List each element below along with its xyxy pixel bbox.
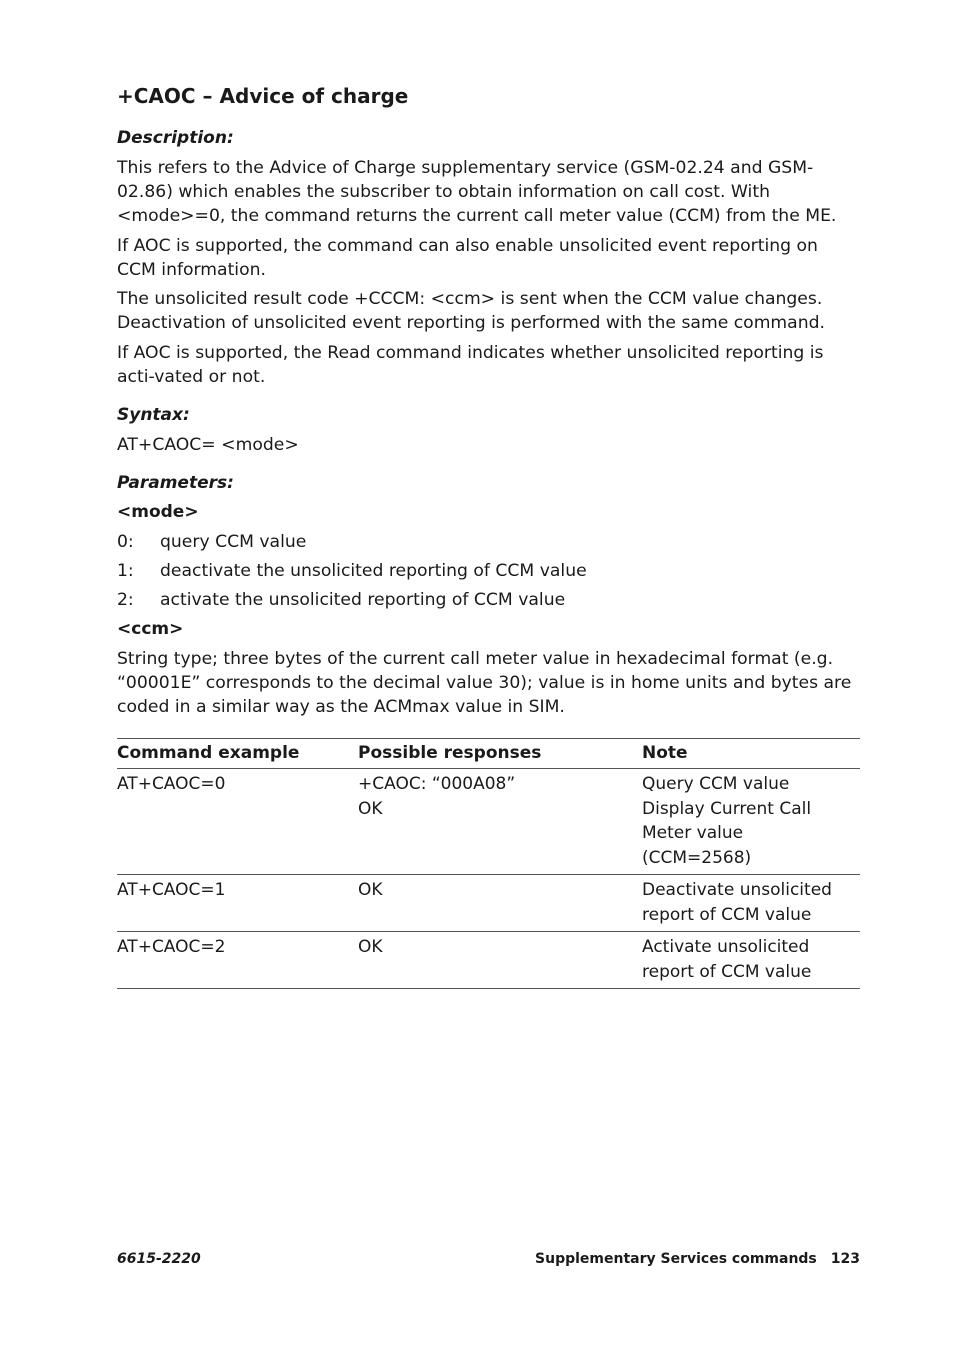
- note-cell: [642, 875, 860, 932]
- response-cell: [358, 875, 642, 932]
- note-line: Activate unsolicited report of CCM value: [642, 937, 812, 982]
- parameters-heading: Parameters:: [117, 473, 234, 493]
- page-number: 123: [830, 1251, 860, 1267]
- column-header-responses: Possible responses: [358, 739, 642, 769]
- description-paragraph-3: The unsolicited result code +CCCM: <ccm> is sent when the CCM value changes. Deactivation of unsolicited event reporting is performed with the same command.: [117, 289, 825, 333]
- response-line: OK: [358, 880, 383, 900]
- mode-option-text: deactivate the unsolicited reporting of CCM value: [160, 561, 587, 581]
- description-paragraph-1: This refers to the Advice of Charge supplementary service (GSM-02.24 and GSM-02.86) which enables the subscriber to obtain information on call cost. With <mode>=0, the command returns the current call meter value (CCM) from the ME.: [117, 158, 837, 226]
- syntax-text: AT+CAOC= <mode>: [117, 435, 299, 455]
- footer-section-title: Supplementary Services commands: [535, 1251, 817, 1267]
- mode-option-number: 0:: [117, 532, 134, 552]
- table-header-row: [117, 739, 860, 769]
- mode-option-text: activate the unsolicited reporting of CCM value: [160, 590, 566, 610]
- description-heading: Description:: [117, 128, 234, 148]
- mode-option-text: query CCM value: [160, 532, 307, 552]
- ccm-description: String type; three bytes of the current call meter value in hexadecimal format (e.g. “00001E” corresponds to the decimal value 30); value is in home units and bytes are coded in a similar way as the ACMmax value in SIM.: [117, 649, 852, 717]
- syntax-heading: Syntax:: [117, 405, 190, 425]
- mode-option-number: 1:: [117, 561, 134, 581]
- response-line: +CAOC: “000A08”: [358, 774, 516, 794]
- command-example-table: [117, 738, 860, 989]
- mode-heading: <mode>: [117, 502, 199, 522]
- note-line: Deactivate unsolicited report of CCM value: [642, 880, 832, 925]
- table-row: [117, 875, 860, 932]
- note-line: (CCM=2568): [642, 847, 752, 868]
- table-row: [117, 769, 860, 875]
- mode-option-number: 2:: [117, 590, 134, 610]
- mode-option: [117, 559, 587, 583]
- note-cell: [642, 769, 860, 875]
- response-line: OK: [358, 798, 383, 819]
- note-line: Query CCM value: [642, 774, 790, 794]
- note-cell: [642, 932, 860, 989]
- command-cell: AT+CAOC=0: [117, 769, 358, 875]
- column-header-note: Note: [642, 739, 860, 769]
- response-cell: [358, 932, 642, 989]
- mode-option: [117, 530, 306, 554]
- footer-section: [535, 1251, 860, 1267]
- page-title: +CAOC – Advice of charge: [117, 84, 409, 108]
- description-paragraph-2: If AOC is supported, the command can also enable unsolicited event reporting on CCM information.: [117, 236, 818, 280]
- mode-option: [117, 588, 565, 612]
- note-line: Display Current Call Meter value: [642, 798, 812, 843]
- footer-doc-number: 6615-2220: [117, 1251, 201, 1267]
- table-row: [117, 932, 860, 989]
- response-cell: [358, 769, 642, 875]
- column-header-command: Command example: [117, 739, 358, 769]
- ccm-heading: <ccm>: [117, 619, 184, 639]
- description-paragraph-4: If AOC is supported, the Read command indicates whether unsolicited reporting is acti-vated or not.: [117, 343, 824, 387]
- response-line: OK: [358, 937, 383, 957]
- command-cell: AT+CAOC=1: [117, 875, 358, 932]
- command-cell: AT+CAOC=2: [117, 932, 358, 989]
